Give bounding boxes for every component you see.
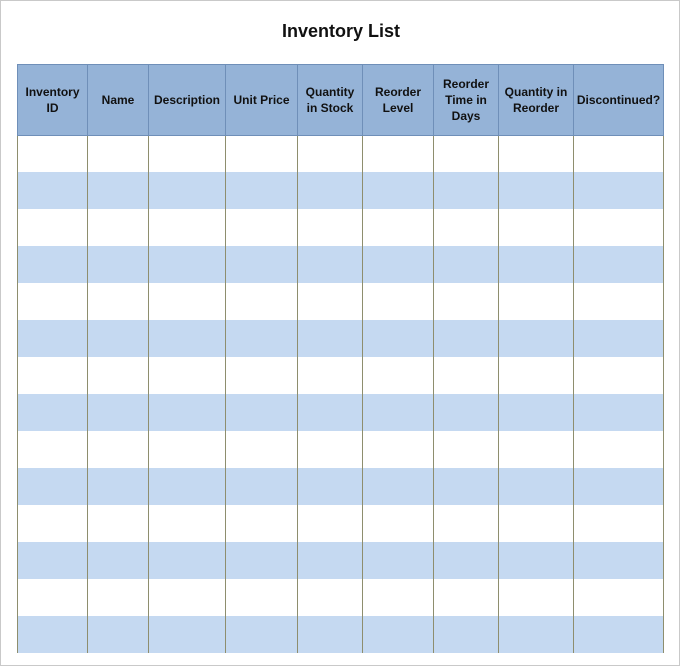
header-quantity-in-stock[interactable]: Quantity in Stock: [298, 65, 363, 136]
table-row: [18, 173, 664, 210]
table-cell[interactable]: [499, 136, 574, 173]
table-cell[interactable]: [363, 580, 434, 617]
table-cell[interactable]: [499, 284, 574, 321]
table-cell[interactable]: [88, 506, 149, 543]
table-cell[interactable]: [499, 506, 574, 543]
page-title: Inventory List: [281, 21, 401, 41]
table-cell[interactable]: [363, 321, 434, 358]
table-cell[interactable]: [18, 247, 88, 284]
table-cell[interactable]: [499, 173, 574, 210]
table-cell[interactable]: [226, 580, 298, 617]
table-row: [18, 432, 664, 469]
table-cell[interactable]: [574, 469, 664, 506]
table-cell[interactable]: [574, 506, 664, 543]
header-inventory-id[interactable]: Inventory ID: [18, 65, 88, 136]
table-cell[interactable]: [434, 617, 499, 654]
table-row: [18, 247, 664, 284]
table-cell[interactable]: [574, 395, 664, 432]
table-cell[interactable]: [88, 284, 149, 321]
table-cell[interactable]: [298, 395, 363, 432]
table-cell[interactable]: [574, 284, 664, 321]
table-cell[interactable]: [18, 321, 88, 358]
table-cell[interactable]: [226, 395, 298, 432]
table-cell[interactable]: [226, 506, 298, 543]
table-cell[interactable]: [363, 469, 434, 506]
table-cell[interactable]: [298, 173, 363, 210]
table-cell[interactable]: [149, 284, 226, 321]
table-cell[interactable]: [149, 358, 226, 395]
table-cell[interactable]: [499, 395, 574, 432]
table-row: [18, 506, 664, 543]
table-cell[interactable]: [363, 173, 434, 210]
header-reorder-level[interactable]: Reorder Level: [363, 65, 434, 136]
table-cell[interactable]: [434, 136, 499, 173]
table-cell[interactable]: [298, 210, 363, 247]
table-cell[interactable]: [574, 321, 664, 358]
table-cell[interactable]: [298, 284, 363, 321]
table-cell[interactable]: [434, 432, 499, 469]
table-cell[interactable]: [363, 210, 434, 247]
table-cell[interactable]: [434, 210, 499, 247]
table-cell[interactable]: [363, 284, 434, 321]
table-cell[interactable]: [499, 543, 574, 580]
table-cell[interactable]: [226, 173, 298, 210]
table-cell[interactable]: [363, 247, 434, 284]
table-cell[interactable]: [574, 247, 664, 284]
table-cell[interactable]: [18, 432, 88, 469]
table-cell[interactable]: [226, 469, 298, 506]
table-cell[interactable]: [434, 395, 499, 432]
table-cell[interactable]: [499, 321, 574, 358]
table-cell[interactable]: [226, 210, 298, 247]
table-cell[interactable]: [574, 543, 664, 580]
table-cell[interactable]: [499, 469, 574, 506]
table-cell[interactable]: [226, 358, 298, 395]
table-cell[interactable]: [226, 617, 298, 654]
table-cell[interactable]: [298, 469, 363, 506]
table-cell[interactable]: [226, 543, 298, 580]
table-cell[interactable]: [149, 136, 226, 173]
table-cell[interactable]: [363, 395, 434, 432]
table-cell[interactable]: [574, 210, 664, 247]
table-cell[interactable]: [363, 136, 434, 173]
table-cell[interactable]: [149, 173, 226, 210]
table-cell[interactable]: [298, 580, 363, 617]
table-cell[interactable]: [434, 284, 499, 321]
table-cell[interactable]: [499, 617, 574, 654]
table-cell[interactable]: [88, 432, 149, 469]
table-cell[interactable]: [18, 469, 88, 506]
table-cell[interactable]: [298, 432, 363, 469]
table-cell[interactable]: [88, 321, 149, 358]
table-cell[interactable]: [149, 210, 226, 247]
table-cell[interactable]: [298, 247, 363, 284]
table-cell[interactable]: [499, 432, 574, 469]
header-discontinued[interactable]: Discontinued?: [574, 65, 664, 136]
table-cell[interactable]: [574, 136, 664, 173]
table-cell[interactable]: [298, 617, 363, 654]
table-cell[interactable]: [499, 247, 574, 284]
table-cell[interactable]: [298, 321, 363, 358]
table-cell[interactable]: [88, 173, 149, 210]
inventory-table: [17, 64, 664, 653]
table-cell[interactable]: [574, 617, 664, 654]
header-reorder-time-in-days[interactable]: Reorder Time in Days: [434, 65, 499, 136]
table-cell[interactable]: [499, 210, 574, 247]
table-cell[interactable]: [363, 432, 434, 469]
table-cell[interactable]: [298, 358, 363, 395]
table-row: [18, 617, 664, 654]
table-cell[interactable]: [499, 580, 574, 617]
table-cell[interactable]: [88, 136, 149, 173]
table-cell[interactable]: [434, 247, 499, 284]
header-quantity-in-reorder[interactable]: Quantity in Reorder: [499, 65, 574, 136]
table-cell[interactable]: [434, 580, 499, 617]
table-cell[interactable]: [18, 136, 88, 173]
table-cell[interactable]: [18, 173, 88, 210]
table-cell[interactable]: [226, 321, 298, 358]
header-description[interactable]: Description: [149, 65, 226, 136]
header-name[interactable]: Name: [88, 65, 149, 136]
table-cell[interactable]: [88, 247, 149, 284]
table-cell[interactable]: [363, 543, 434, 580]
table-row: [18, 210, 664, 247]
table-row: [18, 543, 664, 580]
table-cell[interactable]: [88, 469, 149, 506]
table-cell[interactable]: [226, 247, 298, 284]
table-cell[interactable]: [18, 358, 88, 395]
table-cell[interactable]: [18, 284, 88, 321]
table-cell[interactable]: [434, 321, 499, 358]
table-cell[interactable]: [574, 432, 664, 469]
table-cell[interactable]: [298, 506, 363, 543]
header-row: [18, 65, 664, 136]
table-row: [18, 580, 664, 617]
table-cell[interactable]: [88, 580, 149, 617]
table-cell[interactable]: [18, 543, 88, 580]
table-cell[interactable]: [88, 617, 149, 654]
table-cell[interactable]: [434, 173, 499, 210]
table-cell[interactable]: [18, 580, 88, 617]
table-cell[interactable]: [88, 395, 149, 432]
table-row: [18, 136, 664, 173]
table-cell[interactable]: [298, 543, 363, 580]
table-cell[interactable]: [18, 617, 88, 654]
table-row: [18, 321, 664, 358]
table-cell[interactable]: [363, 358, 434, 395]
table-cell[interactable]: [226, 432, 298, 469]
table-cell[interactable]: [363, 617, 434, 654]
table-cell[interactable]: [434, 506, 499, 543]
table-cell[interactable]: [149, 395, 226, 432]
table-cell[interactable]: [574, 580, 664, 617]
table-cell[interactable]: [434, 469, 499, 506]
table-cell[interactable]: [18, 506, 88, 543]
table-row: [18, 358, 664, 395]
header-unit-price[interactable]: Unit Price: [226, 65, 298, 136]
table-body: [18, 136, 664, 654]
table-cell[interactable]: [434, 358, 499, 395]
table-cell[interactable]: [149, 506, 226, 543]
table-cell[interactable]: [298, 136, 363, 173]
table-cell[interactable]: [434, 543, 499, 580]
table-row: [18, 395, 664, 432]
table-cell[interactable]: [574, 173, 664, 210]
table-cell[interactable]: [149, 247, 226, 284]
table-cell[interactable]: [363, 506, 434, 543]
table-cell[interactable]: [149, 432, 226, 469]
table-cell[interactable]: [18, 395, 88, 432]
table-row: [18, 284, 664, 321]
table-cell[interactable]: [149, 469, 226, 506]
table-cell[interactable]: [149, 543, 226, 580]
table-row: [18, 469, 664, 506]
table-cell[interactable]: [88, 358, 149, 395]
table-cell[interactable]: [574, 358, 664, 395]
table-cell[interactable]: [226, 284, 298, 321]
table-cell[interactable]: [226, 136, 298, 173]
table-cell[interactable]: [149, 321, 226, 358]
table-cell[interactable]: [149, 617, 226, 654]
table-cell[interactable]: [149, 580, 226, 617]
table-cell[interactable]: [499, 358, 574, 395]
table-cell[interactable]: [88, 543, 149, 580]
table-cell[interactable]: [18, 210, 88, 247]
table-cell[interactable]: [88, 210, 149, 247]
